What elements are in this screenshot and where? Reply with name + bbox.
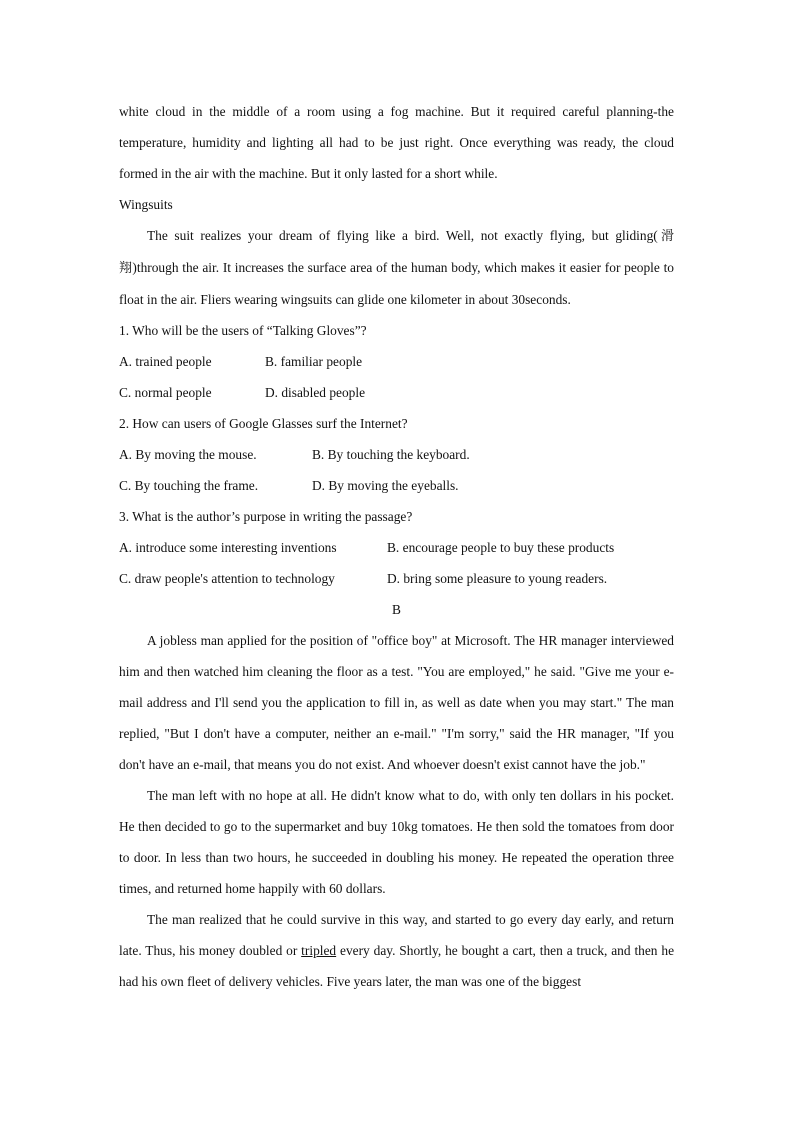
q1-option-c: C. normal people [119, 385, 212, 400]
q3-option-c: C. draw people's attention to technology [119, 571, 335, 586]
question-2-stem: 2. How can users of Google Glasses surf the Internet? [119, 416, 408, 431]
q3-option-d: D. bring some pleasure to young readers. [387, 571, 608, 586]
question-3-options [119, 532, 674, 594]
p3-text-before: The man realized that he could survive in this way, and started to go every day early, and return late. Thus, his money doubled or [119, 912, 674, 958]
question-2-options [119, 439, 674, 501]
q2-option-c: C. By touching the frame. [119, 478, 259, 493]
q1-option-d: D. disabled people [265, 385, 366, 400]
q3-option-b: B. encourage people to buy these products [387, 540, 615, 555]
q1-option-a: A. trained people [119, 354, 212, 369]
fog-line-3: formed in the air with the machine. But it only lasted for a short while. [119, 166, 498, 181]
question-1 [119, 315, 674, 408]
q2-option-b: B. By touching the keyboard. [312, 447, 470, 462]
question-3-stem: 3. What is the author’s purpose in writing the passage? [119, 509, 413, 524]
fog-line-2: temperature, humidity and lighting all had to be just right. Once everything was ready, the cloud [119, 135, 674, 150]
q1-option-b: B. familiar people [265, 354, 363, 369]
wingsuits-paragraph [119, 220, 674, 315]
wingsuits-text-part2: )through the air. It increases the surface area of the human body, which makes it easier for people to float in the air. Fliers wearing wingsuits can glide one kilometer in about 30seconds. [119, 260, 674, 307]
wingsuits-heading: Wingsuits [119, 197, 173, 212]
wingsuits-cjk-gloss: 滑翔 [119, 229, 674, 276]
fog-paragraph [119, 96, 674, 189]
section-b-label: B [392, 602, 401, 617]
question-2 [119, 408, 674, 501]
fog-line-1: white cloud in the middle of a room using a fog machine. But it required careful planning-the [119, 104, 674, 119]
passage-b-paragraph-3 [119, 904, 674, 997]
question-1-stem: 1. Who will be the users of “Talking Gloves”? [119, 323, 367, 338]
document-page [119, 96, 674, 997]
wingsuits-text-part1: The suit realizes your dream of flying like a bird. Well, not exactly flying, but gliding( [147, 228, 658, 243]
question-3 [119, 501, 674, 594]
p3-text-after: every day. Shortly, he bought a cart, then a truck, and then he had his own fleet of delivery vehicles. Five years later, the man was one of the biggest [119, 943, 675, 989]
passage-b-paragraph-1: A jobless man applied for the position of "office boy" at Microsoft. The HR manager interviewed him and then watched him cleaning the floor as a test. "You are employed," he said. "Give me your e-mail address and I'll send you the application to fill in, as well as date when you may start." The man replied, "But I don't have a computer, neither an e-mail." "I'm sorry," said the HR manager, "If you don't have an e-mail, that means you do not exist. And whoever doesn't exist cannot have the job." [119, 633, 674, 772]
q3-option-a: A. introduce some interesting inventions [119, 540, 337, 555]
underlined-word: tripled [301, 943, 337, 958]
q2-option-a: A. By moving the mouse. [119, 447, 257, 462]
question-1-options [119, 346, 674, 408]
passage-b-paragraph-2: The man left with no hope at all. He didn't know what to do, with only ten dollars in his pocket. He then decided to go to the supermarket and buy 10kg tomatoes. He then sold the tomatoes from door to door. In less than two hours, he succeeded in doubling his money. He repeated the operation three times, and returned home happily with 60 dollars. [119, 788, 674, 896]
q2-option-d: D. By moving the eyeballs. [312, 478, 459, 493]
